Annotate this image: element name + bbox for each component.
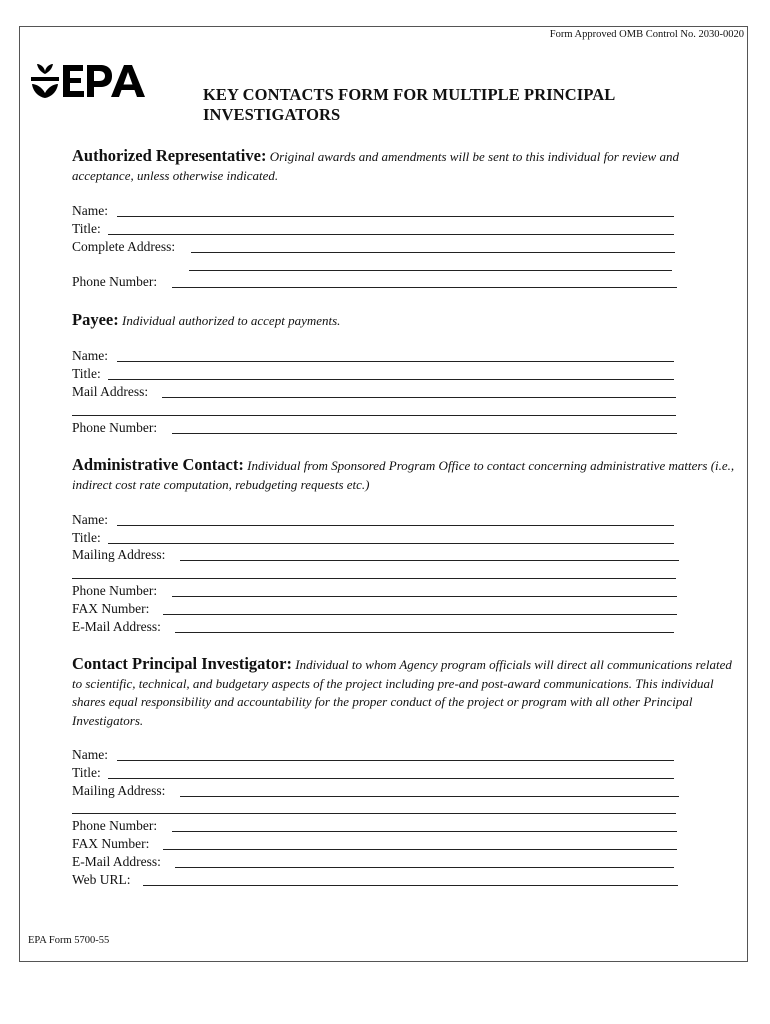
admin-phone-line[interactable]	[172, 596, 677, 597]
pi-web-url-line[interactable]	[143, 885, 678, 886]
payee-name-label: Name:	[72, 348, 108, 363]
admin-address-line-2[interactable]	[72, 578, 676, 579]
pi-address-label: Mailing Address:	[72, 783, 166, 798]
admin-fax-line[interactable]	[163, 614, 677, 615]
admin-title-label: Title:	[72, 530, 101, 545]
admin-email-line[interactable]	[175, 632, 674, 633]
payee-address-line-2[interactable]	[72, 415, 676, 416]
pi-name-label: Name:	[72, 747, 108, 762]
authorized-title-line[interactable]	[108, 234, 674, 235]
admin-contact-heading: Administrative Contact: Individual from Sponsored Program Office to contact concerning administrative matters (i.e., indirect cost rate computation, rebudgeting requests etc.)	[72, 455, 735, 492]
pi-title-line[interactable]	[108, 778, 674, 779]
authorized-address-line-2[interactable]	[189, 270, 672, 271]
pi-fax-label: FAX Number:	[72, 836, 150, 851]
pi-title-label: Title:	[72, 765, 101, 780]
admin-address-line[interactable]	[180, 560, 679, 561]
pi-web-url-label: Web URL:	[72, 872, 131, 887]
authorized-phone-line[interactable]	[172, 287, 677, 288]
admin-fax-label: FAX Number:	[72, 601, 150, 616]
admin-phone-label: Phone Number:	[72, 583, 158, 598]
pi-address-line[interactable]	[180, 796, 679, 797]
pi-email-line[interactable]	[175, 867, 674, 868]
omb-control-number: Form Approved OMB Control No. 2030-0020	[549, 29, 744, 40]
payee-title-label: Title:	[72, 366, 101, 381]
pi-heading: Contact Principal Investigator: Individual to whom Agency program officials will direct all communications related to scientific, technical, and budgetary aspects of the project including pre-and post-award communications. This individual shares equal responsibility and accountability for the proper conduct of the project or program with all other Principal Investigators.	[72, 654, 732, 728]
pi-phone-line[interactable]	[172, 831, 677, 832]
pi-email-label: E-Mail Address:	[72, 854, 161, 869]
admin-address-label: Mailing Address:	[72, 547, 166, 562]
authorized-rep-heading: Authorized Representative: Original awards and amendments will be sent to this individual for review and acceptance, unless otherwise indicated.	[72, 146, 679, 183]
payee-heading: Payee: Individual authorized to accept payments.	[72, 310, 341, 329]
authorized-title-label: Title:	[72, 221, 101, 236]
epa-logo	[28, 60, 150, 100]
payee-phone-line[interactable]	[172, 433, 677, 434]
payee-name-line[interactable]	[117, 361, 674, 362]
payee-phone-label: Phone Number:	[72, 420, 158, 435]
payee-title-line[interactable]	[108, 379, 674, 380]
authorized-address-line[interactable]	[191, 252, 675, 253]
authorized-name-label: Name:	[72, 203, 108, 218]
authorized-name-line[interactable]	[117, 216, 674, 217]
authorized-phone-label: Phone Number:	[72, 274, 158, 289]
admin-email-label: E-Mail Address:	[72, 619, 161, 634]
payee-address-line[interactable]	[162, 397, 676, 398]
pi-name-line[interactable]	[117, 760, 674, 761]
admin-name-line[interactable]	[117, 525, 674, 526]
pi-phone-label: Phone Number:	[72, 818, 158, 833]
admin-name-label: Name:	[72, 512, 108, 527]
payee-address-label: Mail Address:	[72, 384, 149, 399]
authorized-address-label: Complete Address:	[72, 239, 176, 254]
pi-fax-line[interactable]	[163, 849, 677, 850]
admin-title-line[interactable]	[108, 543, 674, 544]
form-title: KEY CONTACTS FORM FOR MULTIPLE PRINCIPAL INVESTIGATORS	[203, 85, 616, 124]
form-number: EPA Form 5700-55	[28, 935, 110, 946]
pi-address-line-2[interactable]	[72, 813, 676, 814]
